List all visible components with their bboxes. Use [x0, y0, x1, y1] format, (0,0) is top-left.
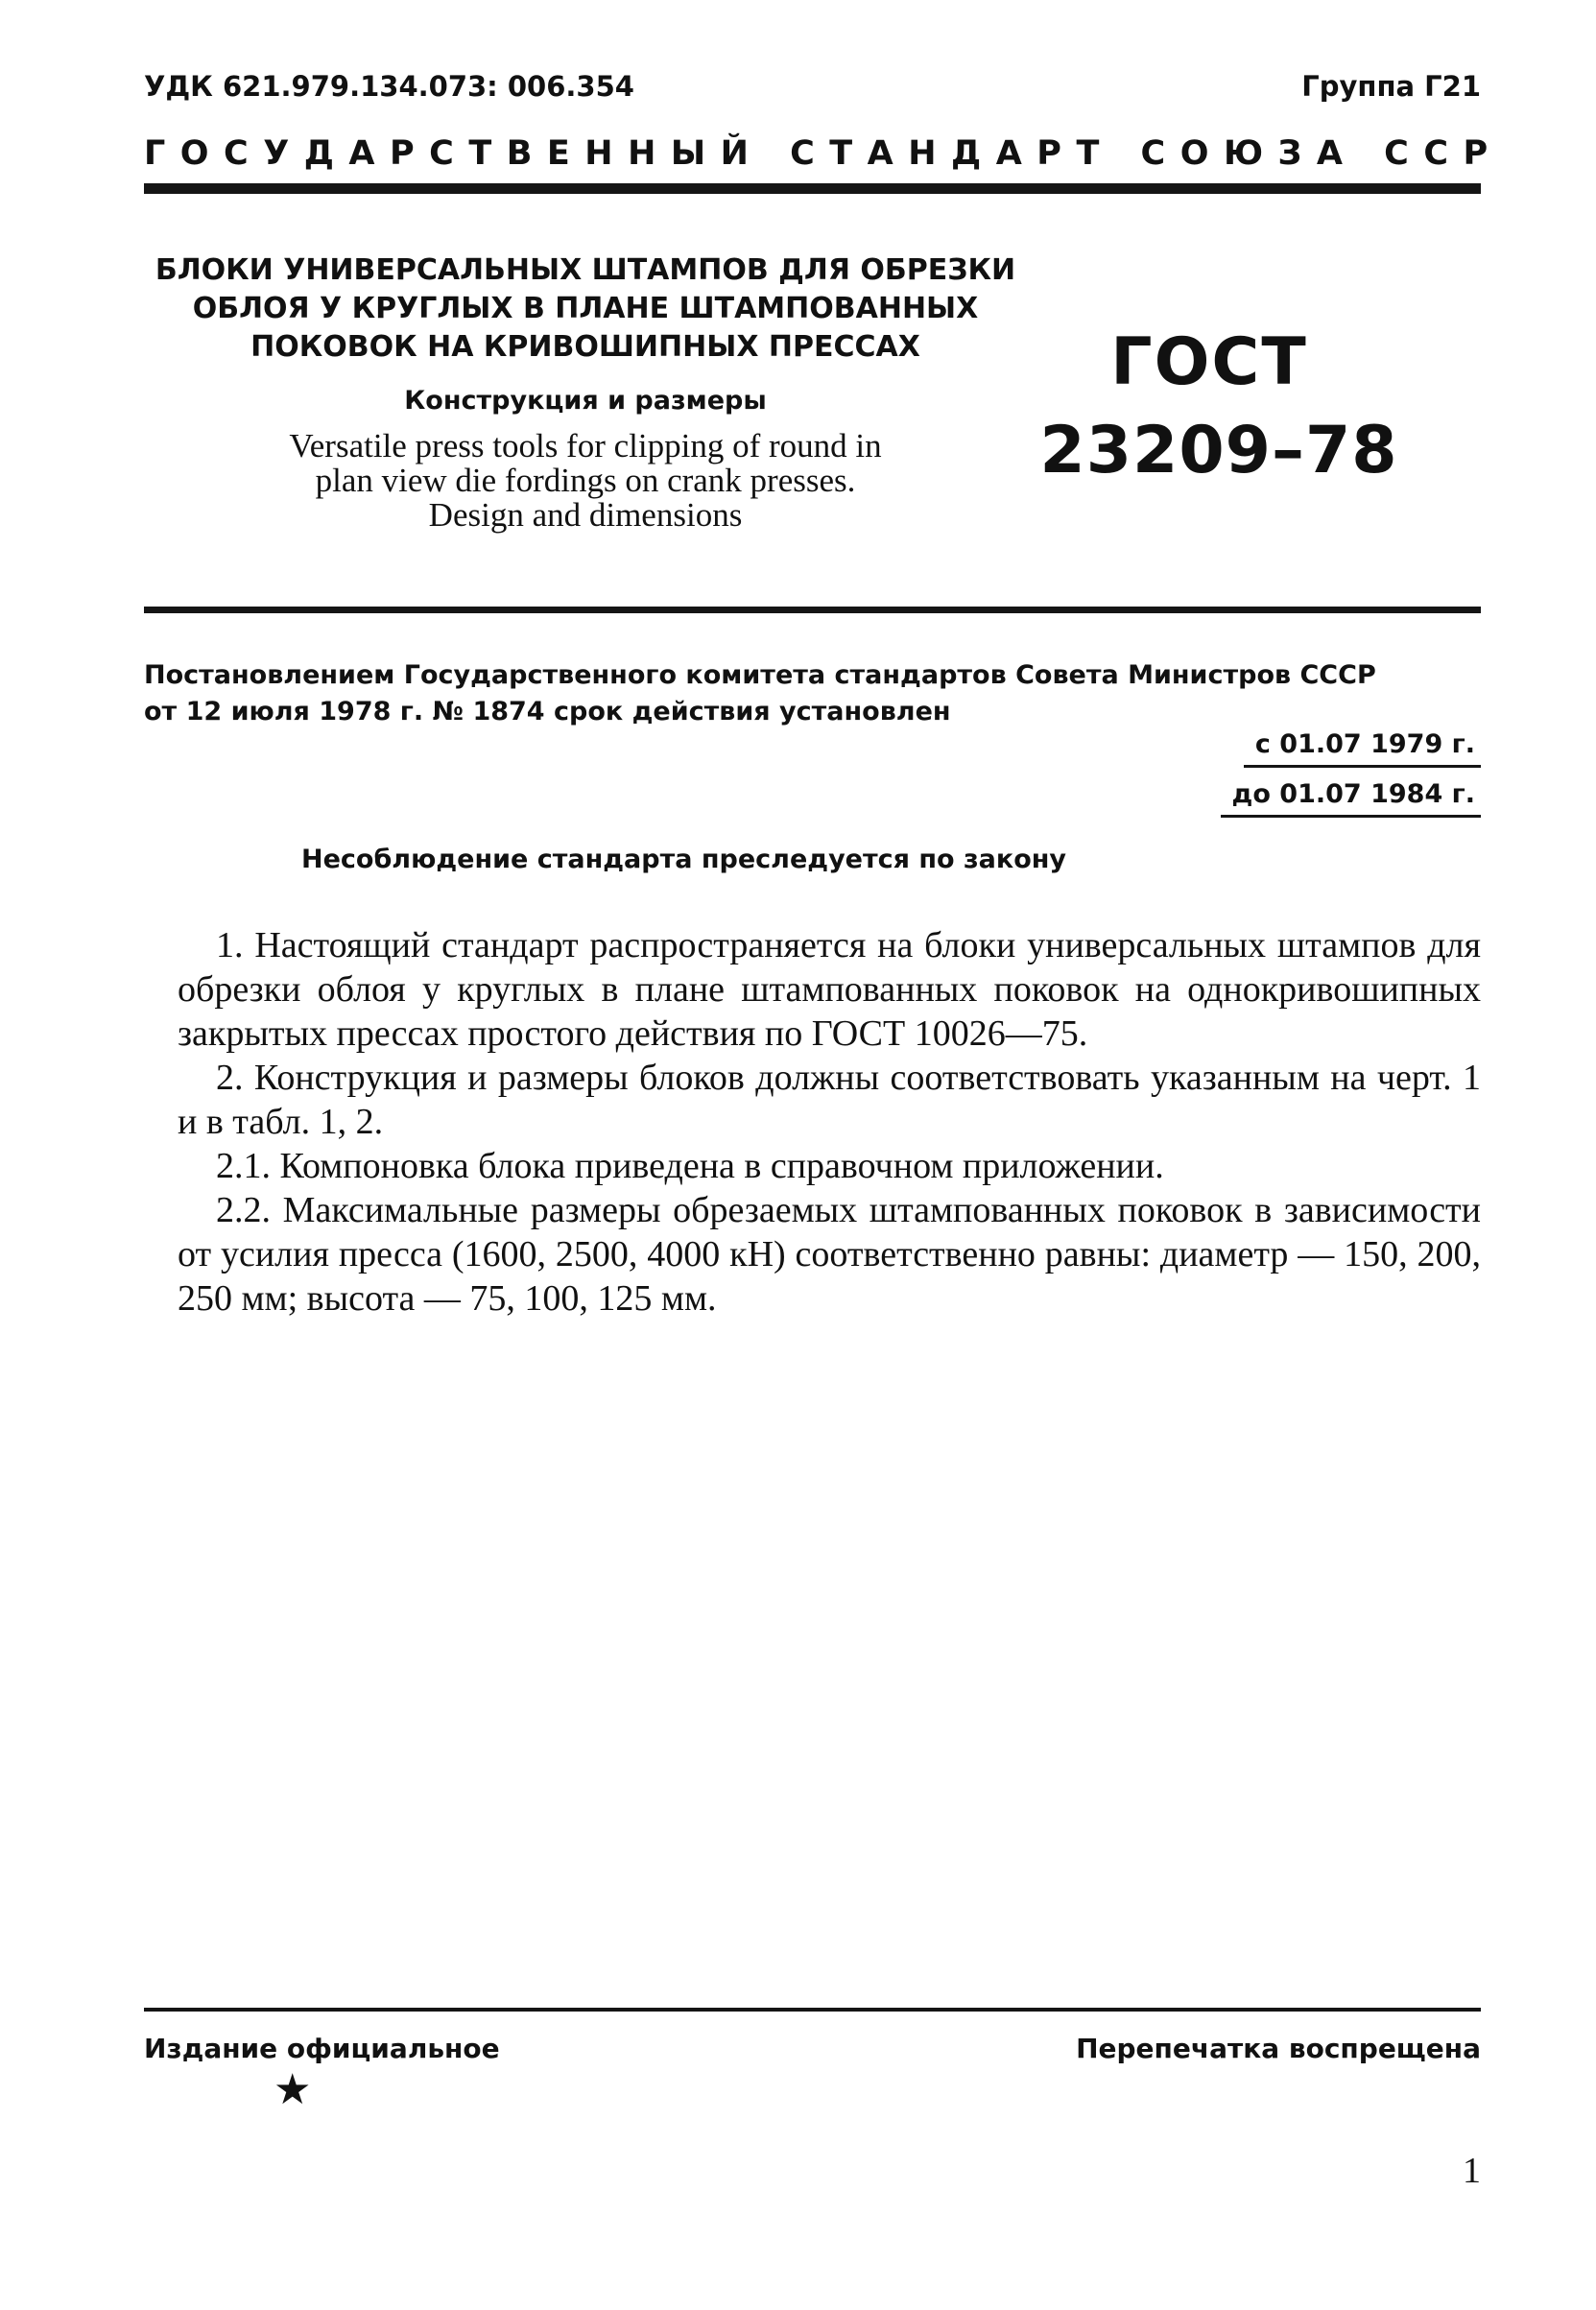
official-edition-label: Издание официальное — [144, 2033, 500, 2064]
top-rule — [144, 183, 1481, 194]
body-text — [178, 923, 1481, 1321]
paragraph: 2.1. Компоновка блока приведена в справочном приложении. — [216, 1146, 1164, 1186]
gost-number: 23209–78 — [1039, 413, 1398, 488]
gost-label: ГОСТ — [1110, 324, 1308, 400]
title-line: ПОКОВОК НА КРИВОШИПНЫХ ПРЕССАХ — [250, 330, 920, 364]
law-notice: Несоблюдение стандарта преследуется по закону — [300, 845, 1067, 874]
state-standard-heading: ГОСУДАРСТВЕННЫЙ СТАНДАРТ СОЮЗА ССР — [144, 134, 1503, 173]
bottom-rule — [144, 2008, 1481, 2012]
title-block — [144, 251, 1027, 533]
decree-line: Постановлением Государственного комитета стандартов Совета Министров СССР — [144, 660, 1376, 690]
title-english-line: Versatile press tools for clipping of round in — [289, 427, 882, 464]
page-number: 1 — [1463, 2151, 1481, 2191]
title-english-line: Design and dimensions — [428, 496, 743, 534]
title-english — [144, 429, 1027, 533]
star-icon: ★ — [274, 2065, 312, 2114]
title-line: БЛОКИ УНИВЕРСАЛЬНЫХ ШТАМПОВ ДЛЯ ОБРЕЗКИ — [155, 253, 1016, 287]
title-english-line: plan view die fordings on crank presses. — [315, 462, 856, 499]
subtitle-russian: Конструкция и размеры — [404, 386, 767, 416]
validity-date-to: до 01.07 1984 г. — [1221, 779, 1481, 818]
reprint-prohibited-label: Перепечатка воспрещена — [1076, 2033, 1481, 2064]
paragraph: 2. Конструкция и размеры блоков должны соответствовать указанным на черт. 1 и в табл. 1, 2. — [178, 1058, 1481, 1142]
decree-text — [144, 657, 1488, 730]
validity-date-from: с 01.07 1979 г. — [1244, 729, 1481, 768]
title-russian — [144, 251, 1027, 367]
middle-rule — [144, 607, 1481, 613]
paragraph: 1. Настоящий стандарт распространяется на блоки универсальных штампов для обрезки облоя у круглых в плане штампованных поковок на однокривошипных закрытых прессах простого действия по ГОСТ 10026—75. — [178, 925, 1481, 1054]
udk-code: УДК 621.979.134.073: 006.354 — [144, 70, 634, 103]
paragraph: 2.2. Максимальные размеры обрезаемых штампованных поковок в зависимости от усилия пресса (1600, 2500, 4000 кН) соответственно равны: диаметр — 150, 200, 250 мм; высота — 75, 100, 125 мм. — [178, 1190, 1481, 1319]
decree-line: от 12 июля 1978 г. № 1874 срок действия установлен — [144, 697, 951, 726]
group-code: Группа Г21 — [1301, 70, 1481, 103]
title-line: ОБЛОЯ У КРУГЛЫХ В ПЛАНЕ ШТАМПОВАННЫХ — [192, 292, 979, 325]
